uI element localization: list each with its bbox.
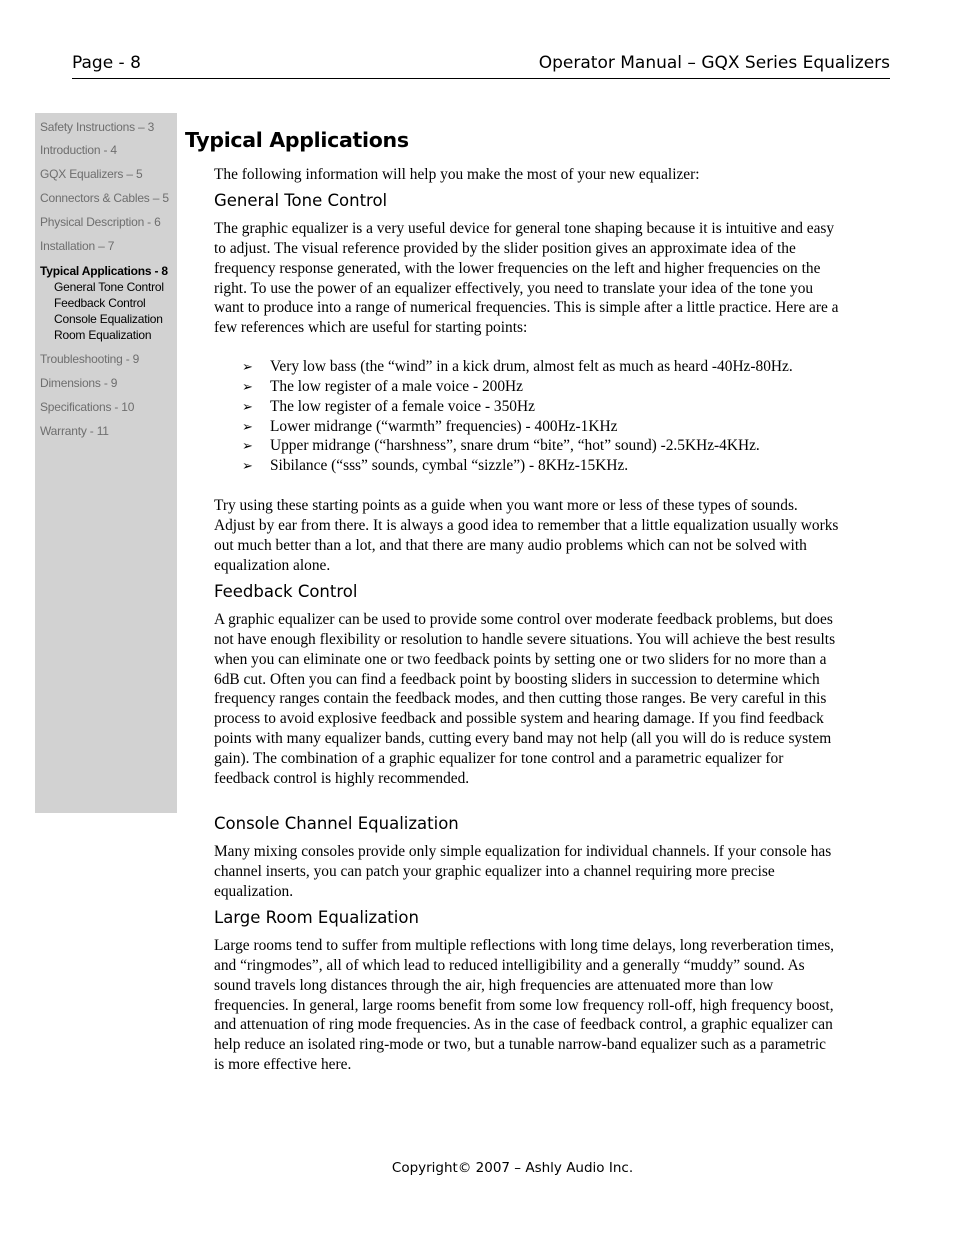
list-item: ➢ Sibilance (“sss” sounds, cymbal “sizzle”) - 8KHz-15KHz. <box>242 457 629 475</box>
toc-item-introduction[interactable]: Introduction - 4 <box>40 143 117 157</box>
frequency-reference-list <box>242 357 822 476</box>
list-item: ➢ The low register of a male voice - 200Hz <box>242 377 523 395</box>
copyright-text: Copyright© 2007 – Ashly Audio Inc. <box>391 1160 634 1176</box>
section-body-large-room: Large rooms tend to suffer from multiple reflections with long time delays, long reverberation times, and “ringmodes”, all of which lead to reduced intelligibility and a generally “muddy” sound. As sound travels long distances through the air, high frequencies are attenuated more than low frequencies. In general, large rooms benefit from some low frequency roll-off, high frequency boost, and attenuation of ring mode frequencies. As in the case of feedback control, a graphic equalizer can help reduce an isolated ring-mode or two, but a tunable narrow-band equalizer such as a parametric is more effective here. <box>214 937 835 1074</box>
list-item: ➢ Upper midrange (“harshness”, snare drum “bite”, “hot” sound) -2.5KHz-4KHz. <box>242 437 760 455</box>
section-body-general-tone: The graphic equalizer is a very useful device for general tone shaping because it is intuitive and easy to adjust. The visual reference provided by the slider position gives an approximate idea of the frequency response generated, with the lower frequencies on the left and higher frequencies on the right. To use the power of an equalizer effectively, you need to translate your idea of the tone you want to produce into a range of numerical frequencies. This is simple after a little practice. Here are a few references which are useful for starting points: <box>214 220 839 337</box>
toc-subitem-general-tone[interactable]: General Tone Control <box>54 280 164 294</box>
toc-item-typical-applications[interactable]: Typical Applications - 8 <box>40 264 168 278</box>
toc-item-gqx-equalizers[interactable]: GQX Equalizers – 5 <box>40 167 143 181</box>
toc-subitem-feedback[interactable]: Feedback Control <box>54 296 146 310</box>
toc-subitem-console[interactable]: Console Equalization <box>54 312 163 326</box>
toc-item-safety[interactable]: Safety Instructions – 3 <box>40 120 155 134</box>
arrow-bullet-icon: ➢ <box>242 378 253 394</box>
page-header <box>72 52 890 79</box>
section-heading-console: Console Channel Equalization <box>214 814 459 833</box>
manual-title: Operator Manual – GQX Series Equalizers <box>538 53 890 73</box>
list-item: ➢ Lower midrange (“warmth” frequencies) - 400Hz-1KHz <box>242 417 618 435</box>
page-number: Page - 8 <box>72 53 141 73</box>
arrow-bullet-icon: ➢ <box>242 438 253 454</box>
toc-item-connectors[interactable]: Connectors & Cables – 5 <box>40 191 169 205</box>
arrow-bullet-icon: ➢ <box>242 418 253 434</box>
list-item: ➢ Very low bass (the “wind” in a kick drum, almost felt as much as heard -40Hz-80Hz. <box>242 358 793 375</box>
intro-paragraph: The following information will help you make the most of your new equalizer: <box>214 166 700 183</box>
section-body-feedback: A graphic equalizer can be used to provide some control over moderate feedback problems, but does not have enough flexibility or resolution to handle severe situations. You will achieve the best results when you can eliminate one or two feedback points by setting one or two sliders for no more than a 6dB cut. Often you can find a feedback point by boosting sliders in succession to determine which frequency ranges contain the feedback modes, and then cutting those ranges. Be very careful in this process to avoid explosive feedback and possible system and hearing damage. If you find feedback points with many equalizer bands, cutting every band may not help (all you will do is reduce system gain). The combination of a graphic equalizer for tone control and a parametric equalizer for feedback control is highly recommended. <box>214 611 836 787</box>
section-heading-large-room: Large Room Equalization <box>214 908 419 927</box>
toc-item-warranty[interactable]: Warranty - 11 <box>40 424 109 438</box>
section-heading-general-tone: General Tone Control <box>214 191 388 210</box>
toc-item-physical-description[interactable]: Physical Description - 6 <box>40 215 161 229</box>
arrow-bullet-icon: ➢ <box>242 398 253 414</box>
page-footer <box>0 1160 954 1176</box>
page-title: Typical Applications <box>185 128 409 152</box>
list-item: ➢ The low register of a female voice - 350Hz <box>242 397 535 415</box>
section-body-console: Many mixing consoles provide only simple equalization for individual channels. If your console has channel inserts, you can patch your graphic equalizer into a channel requiring more precise equalization. <box>214 843 832 900</box>
section-heading-feedback: Feedback Control <box>214 582 358 601</box>
toc-item-installation[interactable]: Installation – 7 <box>40 239 115 253</box>
toc-item-troubleshooting[interactable]: Troubleshooting - 9 <box>40 352 140 366</box>
section-after-general-tone: Try using these starting points as a guide when you want more or less of these types of sounds. Adjust by ear from there. It is always a good idea to remember that a little equalization usually works out much better than a lot, and that there are many audio problems which can not be solved with equalization alone. <box>214 497 839 574</box>
toc-subitem-room[interactable]: Room Equalization <box>54 328 152 342</box>
toc-item-dimensions[interactable]: Dimensions - 9 <box>40 376 118 390</box>
arrow-bullet-icon: ➢ <box>242 458 253 474</box>
arrow-bullet-icon: ➢ <box>242 359 253 374</box>
sidebar-toc <box>35 113 177 813</box>
toc-item-specifications[interactable]: Specifications - 10 <box>40 400 135 414</box>
